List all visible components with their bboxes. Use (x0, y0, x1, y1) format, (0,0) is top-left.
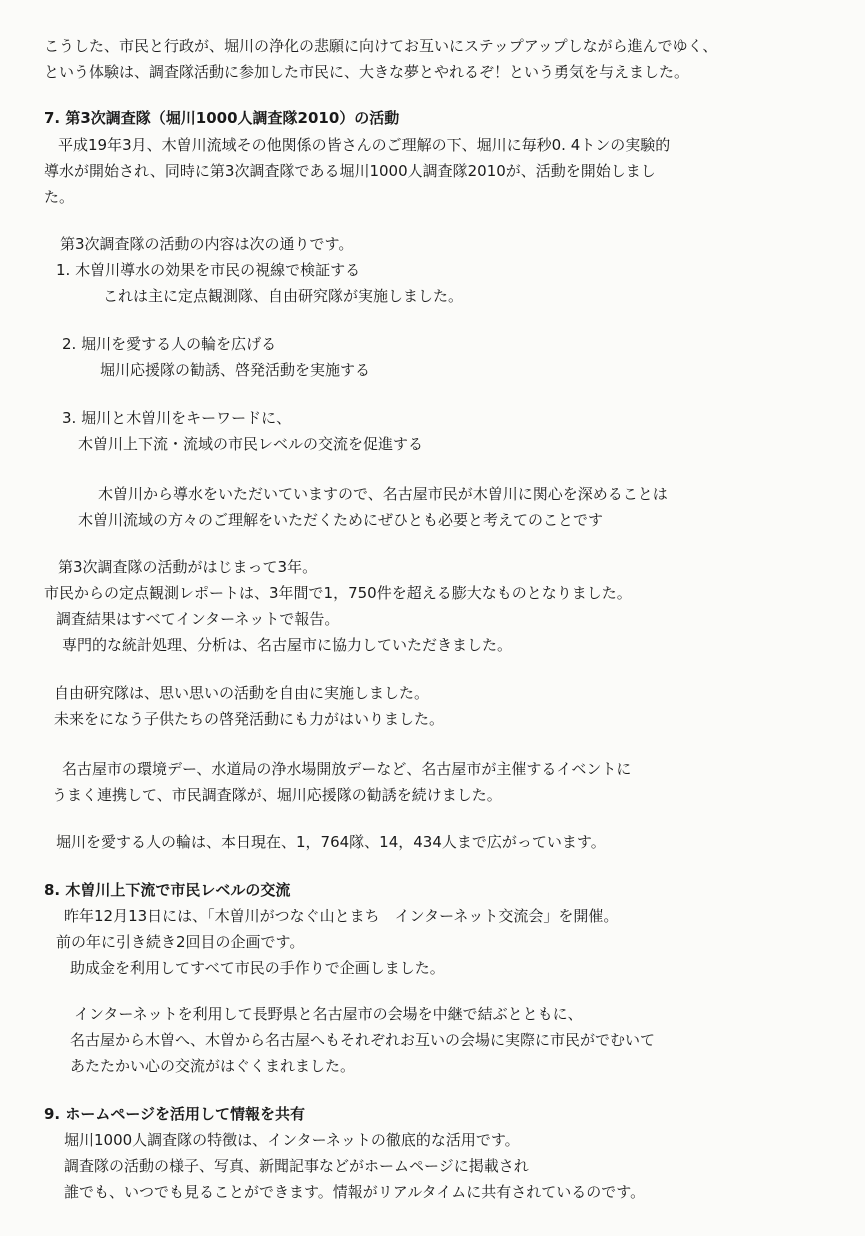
intro-line: こうした、市民と行政が、堀川の浄化の悲願に向けてお互いにステップアップしながら進んでゆく、 (44, 37, 718, 55)
paragraph-line: 第3次調査隊の活動の内容は次の通りです。 (60, 235, 354, 253)
note-line: 木曽川から導水をいただいていますので、名古屋市民が木曽川に関心を深めることは (98, 485, 668, 503)
paragraph-line: 昨年12月13日には、「木曽川がつなぐ山とまち インターネット交流会」を開催。 (64, 907, 619, 925)
section-8-heading: 8. 木曽川上下流で市民レベルの交流 (44, 881, 291, 899)
list-item-title: 2. 堀川を愛する人の輪を広げる (62, 335, 277, 353)
paragraph-line: 堀川を愛する人の輪は、本日現在、1，764隊、14，434人まで広がっています。 (56, 833, 606, 851)
paragraph-line: 名古屋市の環境デー、水道局の浄水場開放デーなど、名古屋市が主催するイベントに (62, 760, 632, 778)
paragraph-line: あたたかい心の交流がはぐくまれました。 (70, 1057, 356, 1075)
list-item-title: 3. 堀川と木曽川をキーワードに、 (62, 409, 292, 427)
paragraph-line: うまく連携して、市民調査隊が、堀川応援隊の勧誘を続けました。 (52, 786, 502, 804)
section-9-heading: 9. ホームページを活用して情報を共有 (44, 1105, 306, 1123)
intro-line: という体験は、調査隊活動に参加した市民に、大きな夢とやれるぞ！という勇気を与えました。 (44, 63, 690, 81)
paragraph-line: 導水が開始され、同時に第3次調査隊である堀川1000人調査隊2010が、活動を開始しまし (44, 162, 656, 180)
paragraph-line: 調査結果はすべてインターネットで報告。 (56, 610, 340, 628)
paragraph-line: た。 (44, 188, 75, 206)
paragraph-line: 専門的な統計処理、分析は、名古屋市に協力していただきました。 (62, 636, 513, 654)
paragraph-line: 市民からの定点観測レポートは、3年間で1，750件を超える膨大なものとなりました。 (44, 584, 632, 602)
list-item-detail: 堀川応援隊の勧誘、啓発活動を実施する (100, 361, 371, 379)
paragraph-line: 調査隊の活動の様子、写真、新聞記事などがホームページに掲載され (64, 1157, 529, 1175)
paragraph-line: 堀川1000人調査隊の特徴は、インターネットの徹底的な活用です。 (64, 1131, 520, 1149)
paragraph-line: 誰でも、いつでも見ることができます。情報がリアルタイムに共有されているのです。 (64, 1183, 646, 1201)
paragraph-line: 自由研究隊は、思い思いの活動を自由に実施しました。 (54, 684, 430, 702)
paragraph-line: インターネットを利用して長野県と名古屋市の会場を中継で結ぶとともに、 (74, 1005, 583, 1023)
list-item-detail: これは主に定点観測隊、自由研究隊が実施しました。 (103, 287, 464, 305)
paragraph-line: 助成金を利用してすべて市民の手作りで企画しました。 (70, 959, 445, 977)
list-item-title: 1. 木曽川導水の効果を市民の視線で検証する (56, 261, 361, 279)
note-line: 木曽川流域の方々のご理解をいただくためにぜひとも必要と考えてのことです (78, 511, 604, 529)
paragraph-line: 平成19年3月、木曽川流域その他関係の皆さんのご理解の下、堀川に毎秒0. 4トンの実験的 (58, 136, 671, 154)
paragraph-line: 未来をになう子供たちの啓発活動にも力がはいりました。 (54, 710, 445, 728)
paragraph-line: 名古屋から木曽へ、木曽から名古屋へもそれぞれお互いの会場に実際に市民がでむいて (70, 1031, 656, 1049)
paragraph-line: 前の年に引き続き2回目の企画です。 (56, 933, 305, 951)
paragraph-line: 第3次調査隊の活動がはじまって3年。 (58, 558, 318, 576)
section-7-heading: 7. 第3次調査隊（堀川1000人調査隊2010）の活動 (44, 109, 400, 127)
list-item-detail: 木曽川上下流・流域の市民レベルの交流を促進する (78, 435, 424, 453)
